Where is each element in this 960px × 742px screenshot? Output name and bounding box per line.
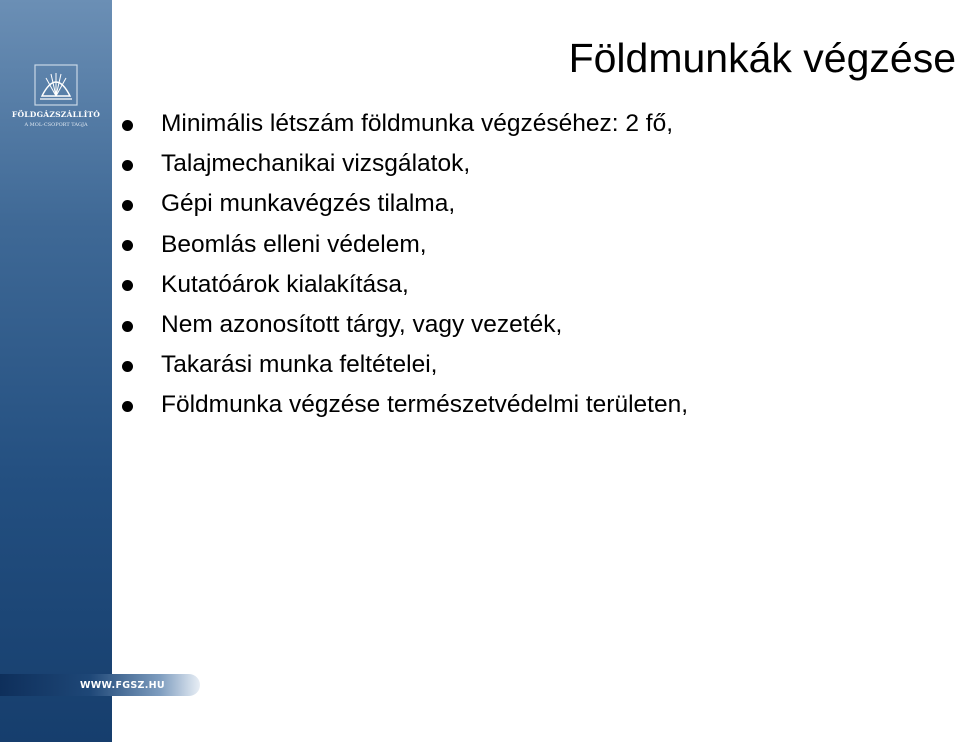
- list-item: [122, 265, 688, 305]
- website-url: WWW.FGSZ.HU: [80, 680, 165, 691]
- bullet-dot-icon: [122, 120, 133, 131]
- bullet-dot-icon: [122, 160, 133, 171]
- bullet-dot-icon: [122, 401, 133, 412]
- bullet-text: Minimális létszám földmunka végzéséhez: 2 fő,: [161, 110, 673, 138]
- bullet-dot-icon: [122, 240, 133, 251]
- list-item: [122, 144, 688, 184]
- bullet-text: Gépi munkavégzés tilalma,: [161, 190, 456, 218]
- bullet-dot-icon: [122, 280, 133, 291]
- bullet-list: [122, 104, 688, 426]
- shell-logo-icon: [34, 64, 78, 106]
- bullet-text: Földmunka végzése természetvédelmi területen,: [161, 391, 689, 419]
- list-item: [122, 305, 688, 345]
- list-item: [122, 385, 688, 425]
- bullet-text: Beomlás elleni védelem,: [161, 230, 427, 258]
- brand-sidebar: [0, 0, 165, 742]
- list-item: [122, 225, 688, 265]
- bullet-dot-icon: [122, 200, 133, 211]
- list-item: [122, 345, 688, 385]
- company-logo: [10, 64, 102, 136]
- company-name: FÖLDGÁZSZÁLLÍTÓ: [11, 110, 101, 119]
- company-tagline: A MOL-CSOPORT TAGJA: [24, 122, 88, 128]
- bullet-text: Nem azonosított tárgy, vagy vezeték,: [161, 311, 563, 339]
- bullet-text: Kutatóárok kialakítása,: [161, 270, 409, 298]
- bullet-dot-icon: [122, 321, 133, 332]
- bullet-dot-icon: [122, 361, 133, 372]
- bullet-text: Talajmechanikai vizsgálatok,: [161, 150, 471, 178]
- slide-title: Földmunkák végzése: [568, 35, 956, 81]
- list-item: [122, 184, 688, 224]
- list-item: [122, 104, 688, 144]
- bullet-text: Takarási munka feltételei,: [161, 351, 438, 379]
